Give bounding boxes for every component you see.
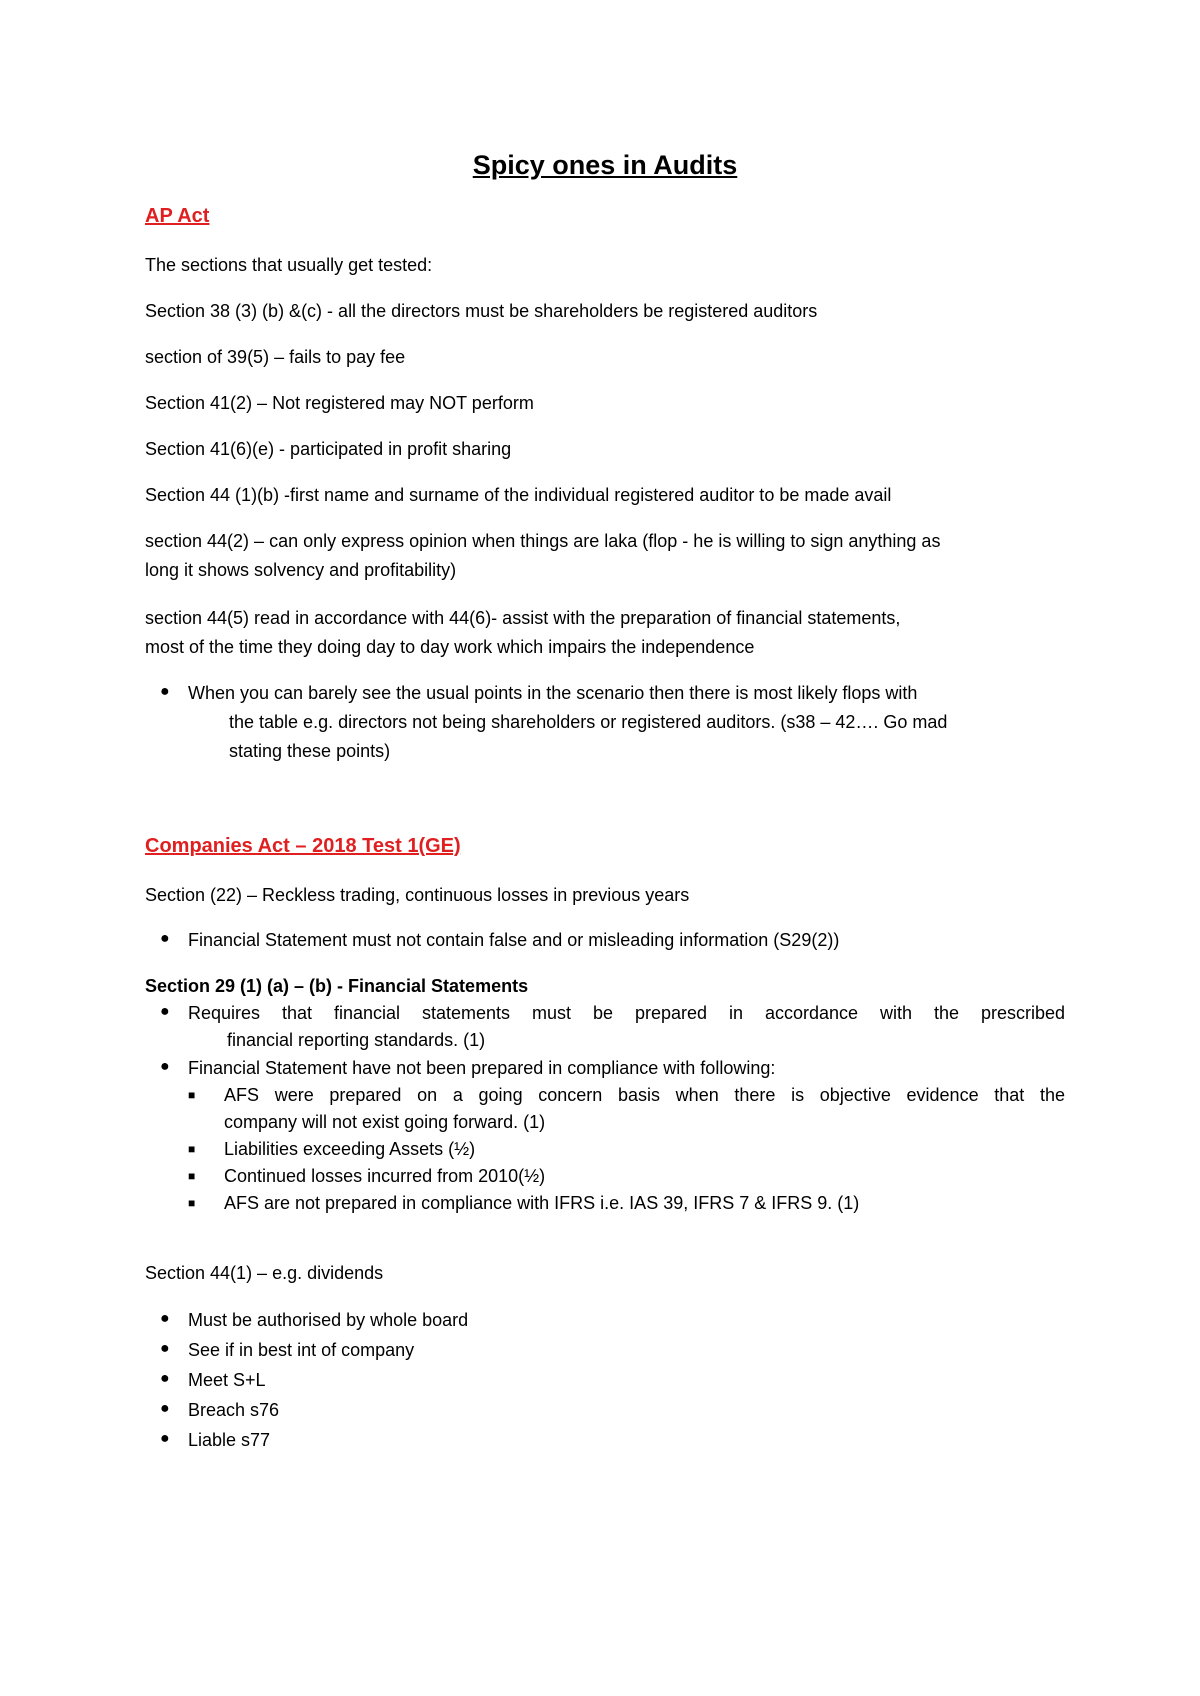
section-44-dividends-heading: Section 44(1) – e.g. dividends	[145, 1263, 384, 1283]
list-item	[188, 1136, 1065, 1162]
list-item	[160, 680, 1065, 706]
section-29-heading: Section 29 (1) (a) – (b) - Financial Statements	[145, 976, 529, 996]
section-44-2-line1: section 44(2) – can only express opinion when things are laka (flop - he is willing to sign anything as	[145, 531, 941, 551]
section-38-text: Section 38 (3) (b) &(c) - all the directors must be shareholders be registered auditors	[145, 301, 818, 321]
section-44-5-line1: section 44(5) read in accordance with 44(6)- assist with the preparation of financial statements,	[145, 608, 901, 628]
ap-act-heading: AP Act	[145, 205, 210, 227]
bullet-line: Meet S+L	[188, 1370, 266, 1390]
section-44-2-line2: long it shows solvency and profitability)	[145, 560, 457, 580]
bullet-line: Financial Statement have not been prepared in compliance with following:	[188, 1058, 776, 1078]
companies-act-heading: Companies Act – 2018 Test 1(GE)	[145, 835, 461, 857]
bullet-icon: ●	[160, 1400, 170, 1417]
section-41-6-text: Section 41(6)(e) - participated in profit sharing	[145, 439, 512, 459]
bullet-line: Liabilities exceeding Assets (½)	[224, 1139, 476, 1159]
section-22-text: Section (22) – Reckless trading, continuous losses in previous years	[145, 885, 690, 905]
bullet-icon: ●	[160, 1058, 170, 1075]
bullet-line: the table e.g. directors not being shareholders or registered auditors. (s38 – 42…. Go mad	[229, 712, 948, 732]
section-44-5-line2: most of the time they doing day to day work which impairs the independence	[145, 637, 755, 657]
square-bullet-icon: ■	[188, 1196, 196, 1210]
list-item	[160, 1337, 1065, 1363]
list-item	[160, 1000, 1065, 1026]
bullet-line: company will not exist going forward. (1)	[224, 1112, 546, 1132]
bullet-line: Breach s76	[188, 1400, 280, 1420]
bullet-line: See if in best int of company	[188, 1340, 415, 1360]
bullet-icon: ●	[160, 1370, 170, 1387]
bullet-icon: ●	[160, 1310, 170, 1327]
list-item	[188, 1082, 1065, 1108]
list-item	[160, 927, 1065, 953]
section-44-1-text: Section 44 (1)(b) -first name and surname of the individual registered auditor to be made avail	[145, 485, 892, 505]
list-item	[160, 1367, 1065, 1393]
square-bullet-icon: ■	[188, 1088, 196, 1102]
list-item	[160, 1397, 1065, 1423]
bullet-line: Must be authorised by whole board	[188, 1310, 469, 1330]
section-41-2-text: Section 41(2) – Not registered may NOT perform	[145, 393, 534, 413]
square-bullet-icon: ■	[188, 1142, 196, 1156]
bullet-line: Liable s77	[188, 1430, 271, 1450]
list-item	[160, 1427, 1065, 1453]
list-item	[188, 1190, 1065, 1216]
bullet-icon: ●	[160, 930, 170, 947]
section-39-text: section of 39(5) – fails to pay fee	[145, 347, 406, 367]
square-bullet-icon: ■	[188, 1169, 196, 1183]
bullet-icon: ●	[160, 683, 170, 700]
bullet-line: AFS are not prepared in compliance with IFRS i.e. IAS 39, IFRS 7 & IFRS 9. (1)	[224, 1193, 860, 1213]
bullet-line: stating these points)	[229, 741, 391, 761]
list-item	[188, 1163, 1065, 1189]
bullet-icon: ●	[160, 1430, 170, 1447]
bullet-line: When you can barely see the usual points in the scenario then there is most likely flops with	[188, 683, 918, 703]
page-title: Spicy ones in Audits	[472, 150, 738, 180]
bullet-line: financial reporting standards. (1)	[227, 1030, 486, 1050]
ap-act-intro: The sections that usually get tested:	[145, 255, 433, 275]
bullet-line: AFS were prepared on a going concern basis when there is objective evidence that the	[224, 1085, 1065, 1105]
bullet-icon: ●	[160, 1340, 170, 1357]
bullet-line: Continued losses incurred from 2010(½)	[224, 1166, 546, 1186]
bullet-line: Requires that financial statements must be prepared in accordance with the prescribed	[188, 1003, 1065, 1023]
list-item	[160, 1307, 1065, 1333]
bullet-icon: ●	[160, 1003, 170, 1020]
list-item	[160, 1055, 1065, 1081]
bullet-line: Financial Statement must not contain false and or misleading information (S29(2))	[188, 930, 840, 950]
